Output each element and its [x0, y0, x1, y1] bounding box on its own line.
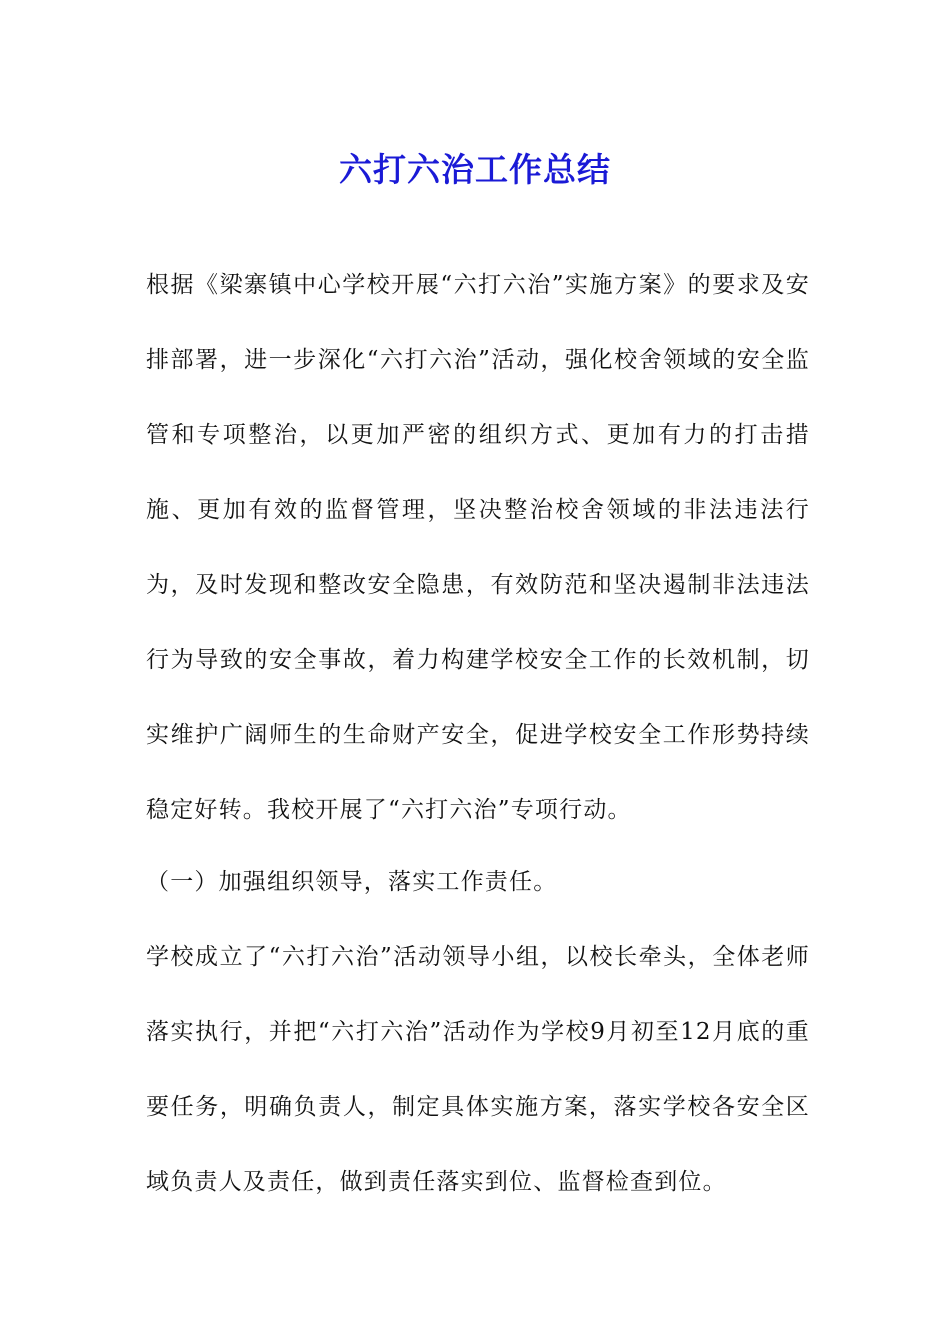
intro-paragraph: 根据《梁寨镇中心学校开展“六打六治”实施方案》的要求及安排部署，进一步深化“六打六治”活动，强化校舍领域的安全监管和专项整治，以更加严密的组织方式、更加有力的打击措施、更加有效的监督管理，坚决整治校舍领域的非法违法行为，及时发现和整改安全隐患，有效防范和坚决遏制非法违法行为导致的安全事故，着力构建学校安全工作的长效机制，切实维护广阔师生的生命财产安全，促进学校安全工作形势持续稳定好转。我校开展了“六打六治”专项行动。 — [146, 272, 810, 823]
document-title: 六打六治工作总结 — [339, 150, 611, 190]
section-heading: （一）加强组织领导，落实工作责任。 — [146, 869, 558, 895]
section-paragraph: 学校成立了“六打六治”活动领导小组，以校长牵头，全体老师落实执行，并把“六打六治”活动作为学校9月初至12月底的重要任务，明确负责人，制定具体实施方案，落实学校各安全区域负责人及责任，做到责任落实到位、监督检查到位。 — [146, 944, 810, 1195]
